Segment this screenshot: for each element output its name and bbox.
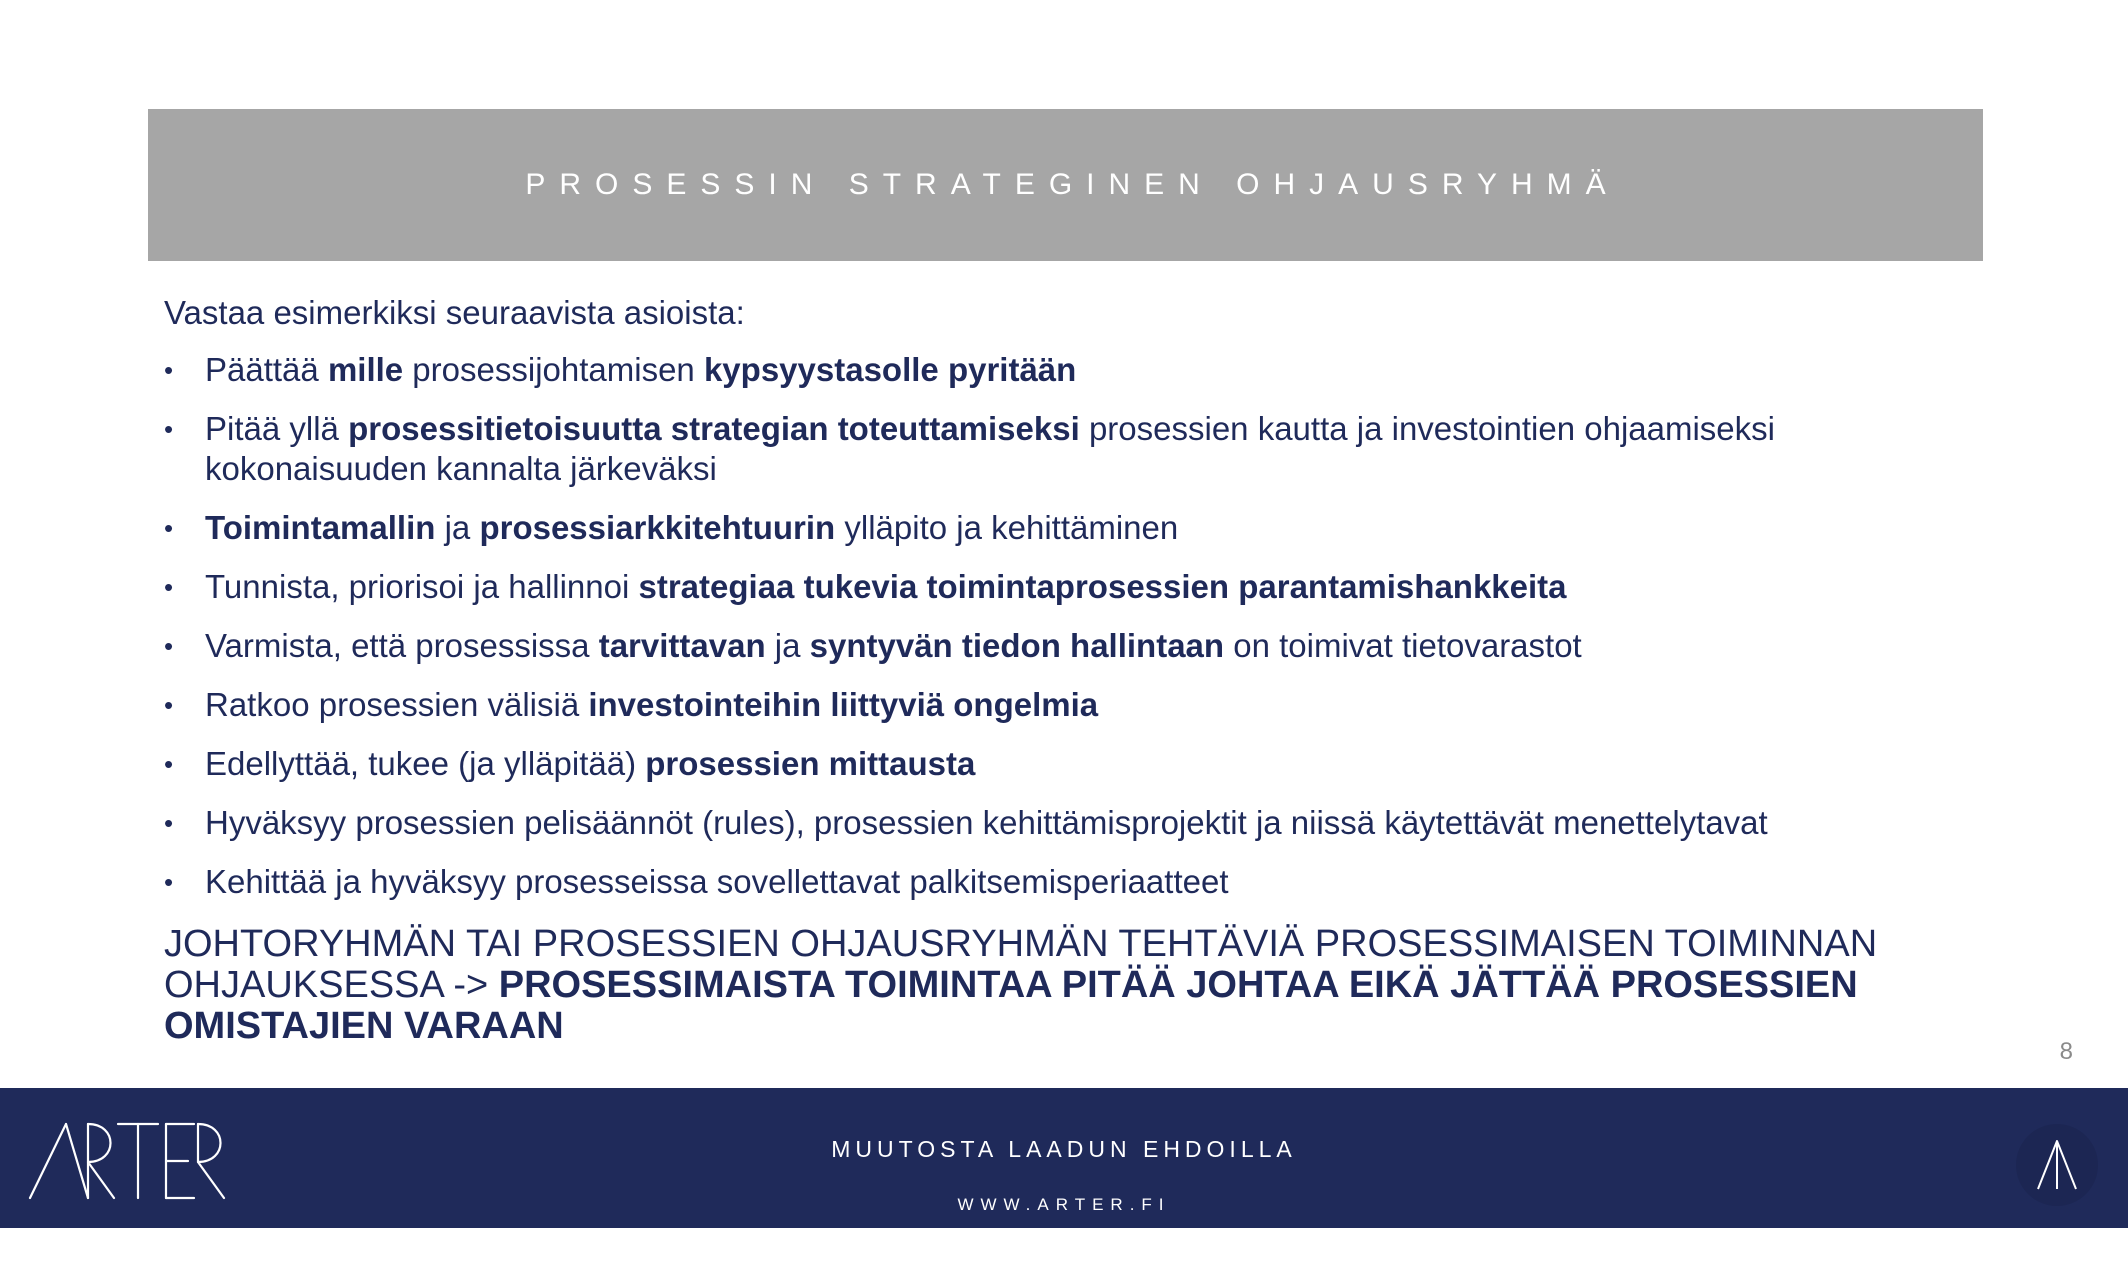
corner-logo-badge: [2016, 1124, 2098, 1206]
bullet-dot: •: [164, 631, 174, 661]
slide-title: PROSESSIN STRATEGINEN OHJAUSRYHMÄ: [525, 168, 1620, 201]
bullet-bold-text: mille: [327, 351, 404, 388]
bullet-text: Tunnista, priorisoi ja hallinnoi: [205, 568, 639, 605]
bullet-text: ja: [765, 627, 810, 664]
bullet-dot: •: [164, 749, 174, 779]
slide-content: [164, 293, 1964, 1047]
conclusion-normal: JOHTORYHMÄN TAI PROSESSIEN OHJAUSRYHMÄN TEHTÄVIÄ PROSESSIMAISEN TOIMINNAN OHJAUKSESSA ->: [164, 923, 1878, 1006]
title-bar: [148, 109, 1983, 261]
bullet-item: [164, 803, 1964, 843]
bullet-text: Pitää yllä: [205, 410, 349, 447]
bullet-bold-text: syntyvän tiedon hallintaan: [809, 627, 1225, 664]
bullet-bold-text: investointeihin liittyviä ongelmia: [588, 686, 1099, 723]
bullet-text: Kehittää ja hyväksyy prosesseissa sovellettavat palkitsemisperiaatteet: [205, 863, 1229, 900]
bullet-text: ja: [435, 509, 480, 546]
bullet-bold-text: prosessien mittausta: [645, 745, 976, 782]
page-number: 8: [2059, 1038, 2073, 1065]
bullet-item: [164, 567, 1964, 607]
footer-bar: [0, 1088, 2128, 1228]
bullet-bold-text: prosessiarkkitehtuurin: [479, 509, 836, 546]
bullet-text: ylläpito ja kehittäminen: [835, 509, 1179, 546]
bullet-text: Varmista, että prosessissa: [205, 627, 599, 664]
bullet-item: [164, 685, 1964, 725]
bullet-text: Ratkoo prosessien välisiä: [205, 686, 589, 723]
bullet-list: [164, 350, 1964, 902]
bullet-text: Hyväksyy prosessien pelisäännöt (rules), prosessien kehittämisprojektit ja niissä käytettävät menettelytavat: [205, 804, 1768, 841]
bullet-item: [164, 862, 1964, 902]
bullet-bold-text: Toimintamallin: [205, 509, 436, 546]
footer-website: WWW.ARTER.FI: [957, 1195, 1171, 1214]
conclusion-bold: PROSESSIMAISTA TOIMINTAA PITÄÄ JOHTAA EIKÄ JÄTTÄÄ PROSESSIEN OMISTAJIEN VARAAN: [164, 964, 1858, 1047]
intro-text: Vastaa esimerkiksi seuraavista asioista:: [164, 294, 745, 331]
bullet-bold-text: kypsyystasolle pyritään: [703, 351, 1077, 388]
bullet-dot: •: [164, 513, 174, 543]
logo-text: ARTER: [26, 1105, 80, 1122]
bullet-item: [164, 626, 1964, 666]
bullet-item: [164, 744, 1964, 784]
bullet-bold-text: strategiaa tukevia toimintaprosessien parantamishankkeita: [638, 568, 1567, 605]
bullet-bold-text: prosessitietoisuutta strategian toteuttamiseksi: [348, 410, 1080, 447]
bullet-text: Edellyttää, tukee (ja ylläpitää): [205, 745, 646, 782]
bullet-bold-text: tarvittavan: [598, 627, 766, 664]
bullet-item: [164, 508, 1964, 548]
bullet-text: prosessien kautta ja investointien ohjaamiseksi kokonaisuuden kannalta järkeväksi: [205, 410, 1775, 487]
conclusion-text: [164, 924, 1964, 1047]
arter-a-icon: [2034, 1137, 2080, 1193]
bullet-text: on toimivat tietovarastot: [1224, 627, 1582, 664]
bullet-dot: •: [164, 414, 174, 444]
bullet-dot: •: [164, 355, 174, 385]
footer-slogan: MUUTOSTA LAADUN EHDOILLA: [831, 1136, 1297, 1162]
bullet-dot: •: [164, 572, 174, 602]
bullet-item: [164, 350, 1964, 390]
bullet-text: Päättää: [205, 351, 328, 388]
bullet-text: prosessijohtamisen: [403, 351, 704, 388]
bullet-item: [164, 409, 1964, 489]
bullet-dot: •: [164, 690, 174, 720]
bullet-dot: •: [164, 867, 174, 897]
bullet-dot: •: [164, 808, 174, 838]
